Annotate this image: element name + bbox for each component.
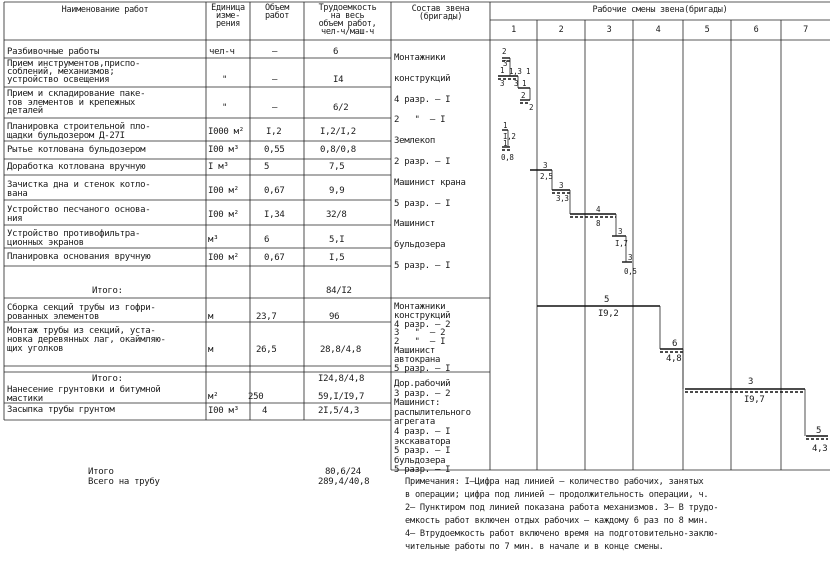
schedule-label: 1 bbox=[503, 139, 508, 148]
header-unit: Единица изме- рения bbox=[211, 3, 245, 29]
schedule-label: 3 bbox=[514, 79, 519, 88]
row-name: Нанесение грунтовки и битумной мастики bbox=[7, 385, 161, 404]
row-volume: 6 bbox=[264, 235, 270, 245]
schedule-label: 5 bbox=[604, 295, 610, 305]
row-unit: " bbox=[222, 75, 228, 85]
row-name: Планировка основания вручную bbox=[7, 252, 151, 262]
row-labor: 6 bbox=[333, 47, 339, 57]
crew-group: Монтажники конструкций 4 разр. – 2 3 " – 2 2 " – I Машинист автокрана 5 разр. – I bbox=[394, 302, 451, 374]
note-line: емкость работ включен отдых рабочих – каждому 6 раз по 8 мин. bbox=[405, 516, 709, 526]
row-volume: 0,55 bbox=[264, 145, 285, 155]
schedule-label: 0,5 bbox=[624, 267, 637, 276]
subtotal-label: Итого: bbox=[92, 286, 123, 296]
row-name: Устройство противофильтра- ционных экранов bbox=[7, 229, 141, 248]
row-volume: 0,67 bbox=[264, 186, 285, 196]
schedule-label: 5 bbox=[816, 426, 822, 436]
row-labor: 7,5 bbox=[329, 162, 345, 172]
pipe-total-label: Всего на трубу bbox=[88, 477, 160, 487]
schedule-label: I9,2 bbox=[598, 309, 619, 319]
schedule-label: 3 bbox=[500, 79, 505, 88]
header-name: Наименование работ bbox=[61, 5, 149, 15]
row-name: Доработка котлована вручную bbox=[7, 162, 146, 172]
row-volume: I,2 bbox=[266, 127, 282, 137]
row-labor: 5,I bbox=[329, 235, 345, 245]
schedule-label: 0,8 bbox=[501, 153, 514, 162]
pipe-total-value: 289,4/40,8 bbox=[318, 477, 370, 487]
crew-group: Монтажники конструкций 4 разр. – I 2 " – I Землекоп 2 разр. – I Машинист крана 5 разр. – I Машинист бульдозера 5 разр. – I bbox=[394, 53, 466, 271]
row-labor: 59,I/I9,7 bbox=[318, 392, 365, 402]
schedule-label: 2 bbox=[502, 47, 507, 56]
total-label: Итого bbox=[88, 467, 114, 477]
row-name: Сборка секций трубы из гофри- рованных элементов bbox=[7, 303, 156, 322]
row-name: Планировка строительной пло- щадки бульдозером Д-27I bbox=[7, 122, 151, 141]
header-shifts: Рабочие смены звена(бригады) bbox=[592, 5, 728, 15]
row-labor: 6/2 bbox=[333, 103, 349, 113]
row-volume: – bbox=[272, 47, 278, 57]
row-unit: I00 м² bbox=[208, 253, 239, 263]
row-labor: 2I,5/4,3 bbox=[318, 406, 359, 416]
schedule-label: 3 bbox=[618, 227, 623, 236]
shift-number: 5 bbox=[704, 25, 710, 35]
row-unit: I00 м³ bbox=[208, 145, 239, 155]
shift-number: 3 bbox=[606, 25, 612, 35]
schedule-label: 1 bbox=[503, 121, 508, 130]
schedule-label: 1 bbox=[526, 67, 531, 76]
note-line: чительные работы по 7 мин. в начале и в конце смены. bbox=[405, 542, 664, 552]
schedule-label: 8 bbox=[596, 219, 601, 228]
row-name: Засыпка трубы грунтом bbox=[7, 405, 115, 415]
row-name: Прием и складирование паке- тов элементов и крепежных деталей bbox=[7, 89, 146, 116]
row-name: Устройство песчаного основа- ния bbox=[7, 205, 151, 224]
row-labor: I,5 bbox=[329, 253, 345, 263]
row-unit: м bbox=[208, 345, 214, 355]
schedule-label: 2 bbox=[529, 103, 534, 112]
row-volume: 250 bbox=[248, 392, 264, 402]
schedule-label: 4,3 bbox=[812, 444, 828, 454]
schedule-label: I,2 bbox=[503, 132, 516, 141]
schedule-label: 3 bbox=[628, 253, 633, 262]
row-name: Разбивочные работы bbox=[7, 47, 100, 57]
total-value: 80,6/24 bbox=[325, 467, 361, 477]
schedule-label: 4,8 bbox=[666, 354, 682, 364]
row-volume: – bbox=[272, 103, 278, 113]
schedule-label: 3,3 bbox=[556, 194, 569, 203]
subtotal-labor: 84/I2 bbox=[326, 286, 352, 296]
row-volume: 0,67 bbox=[264, 253, 285, 263]
row-unit: м³ bbox=[208, 235, 219, 245]
row-labor: I,2/I,2 bbox=[320, 127, 356, 137]
schedule-label: 3 bbox=[748, 377, 754, 387]
schedule-label: 4 bbox=[596, 205, 601, 214]
header-labor: Трудоемкость на весь объем работ, чел-ч/маш-ч bbox=[318, 3, 377, 37]
note-line: 2– Пунктиром под линией показана работа механизмов. 3– В трудо- bbox=[405, 503, 719, 513]
row-name: Монтаж трубы из секций, уста- новка деревянных лаг, окаймляю- щих уголков bbox=[7, 326, 166, 354]
row-name: Зачистка дна и стенок котло- вана bbox=[7, 180, 151, 199]
row-name: Рытье котлована бульдозером bbox=[7, 145, 146, 155]
schedule-label: 1 bbox=[500, 66, 505, 75]
row-volume: – bbox=[272, 75, 278, 85]
crew-group: Дор.рабочий 3 разр. – 2 Машинист: распылительного агрегата 4 разр. – I экскаватора 5 разр. – I бульдозера 5 разр. – I bbox=[394, 379, 471, 476]
note-line: в операции; цифра под линией – продолжительность операции, ч. bbox=[405, 490, 709, 500]
schedule-label: 3 bbox=[503, 59, 508, 68]
schedule-label: I9,7 bbox=[744, 395, 765, 405]
shift-number: 1 bbox=[511, 25, 516, 35]
shift-number: 2 bbox=[558, 25, 564, 35]
row-unit: м² bbox=[208, 392, 219, 402]
row-unit: I00 м² bbox=[208, 210, 239, 220]
row-unit: чел-ч bbox=[209, 47, 235, 57]
row-labor: I4 bbox=[333, 75, 344, 85]
row-unit: I00 м³ bbox=[208, 406, 239, 416]
note-line: Примечания: I–Цифра над линией – количество рабочих, занятых bbox=[405, 477, 704, 487]
schedule-label: 1,3 bbox=[509, 67, 522, 76]
schedule-label: 1 bbox=[522, 79, 527, 88]
header-crew: Состав звена (бригады) bbox=[411, 4, 470, 22]
row-volume: 26,5 bbox=[256, 345, 277, 355]
header-volume: Объем работ bbox=[264, 3, 290, 21]
schedule-label: 3 bbox=[559, 181, 564, 190]
subtotal-label: Итого: bbox=[92, 374, 123, 384]
row-unit: I м³ bbox=[208, 162, 229, 172]
row-labor: 0,8/0,8 bbox=[320, 145, 356, 155]
row-labor: 32/8 bbox=[326, 210, 347, 220]
schedule-label: 2 bbox=[521, 91, 526, 100]
row-volume: 4 bbox=[262, 406, 268, 416]
row-labor: 96 bbox=[329, 312, 340, 322]
row-labor: 28,8/4,8 bbox=[320, 345, 361, 355]
shift-number: 7 bbox=[803, 25, 808, 35]
row-unit: I000 м² bbox=[208, 127, 244, 137]
row-unit: м bbox=[208, 312, 214, 322]
schedule-label: 2,5 bbox=[540, 172, 553, 181]
shift-number: 4 bbox=[655, 25, 661, 35]
schedule-label: 6 bbox=[672, 339, 678, 349]
schedule-label: 3 bbox=[543, 161, 548, 170]
row-unit: " bbox=[222, 103, 228, 113]
shift-number: 6 bbox=[753, 25, 759, 35]
note-line: 4– Втрудоемкость работ включено время на подготовительно-заклю- bbox=[405, 529, 719, 539]
schedule-bars bbox=[498, 58, 828, 439]
subtotal-labor: I24,8/4,8 bbox=[318, 374, 365, 384]
row-unit: I00 м² bbox=[208, 186, 239, 196]
row-volume: 23,7 bbox=[256, 312, 277, 322]
row-volume: 5 bbox=[264, 162, 270, 172]
row-labor: 9,9 bbox=[329, 186, 345, 196]
schedule-label: I,7 bbox=[615, 239, 628, 248]
row-volume: I,34 bbox=[264, 210, 285, 220]
row-name: Прием инструментов,приспо- соблений, механизмов; устройство освещения bbox=[7, 59, 141, 85]
